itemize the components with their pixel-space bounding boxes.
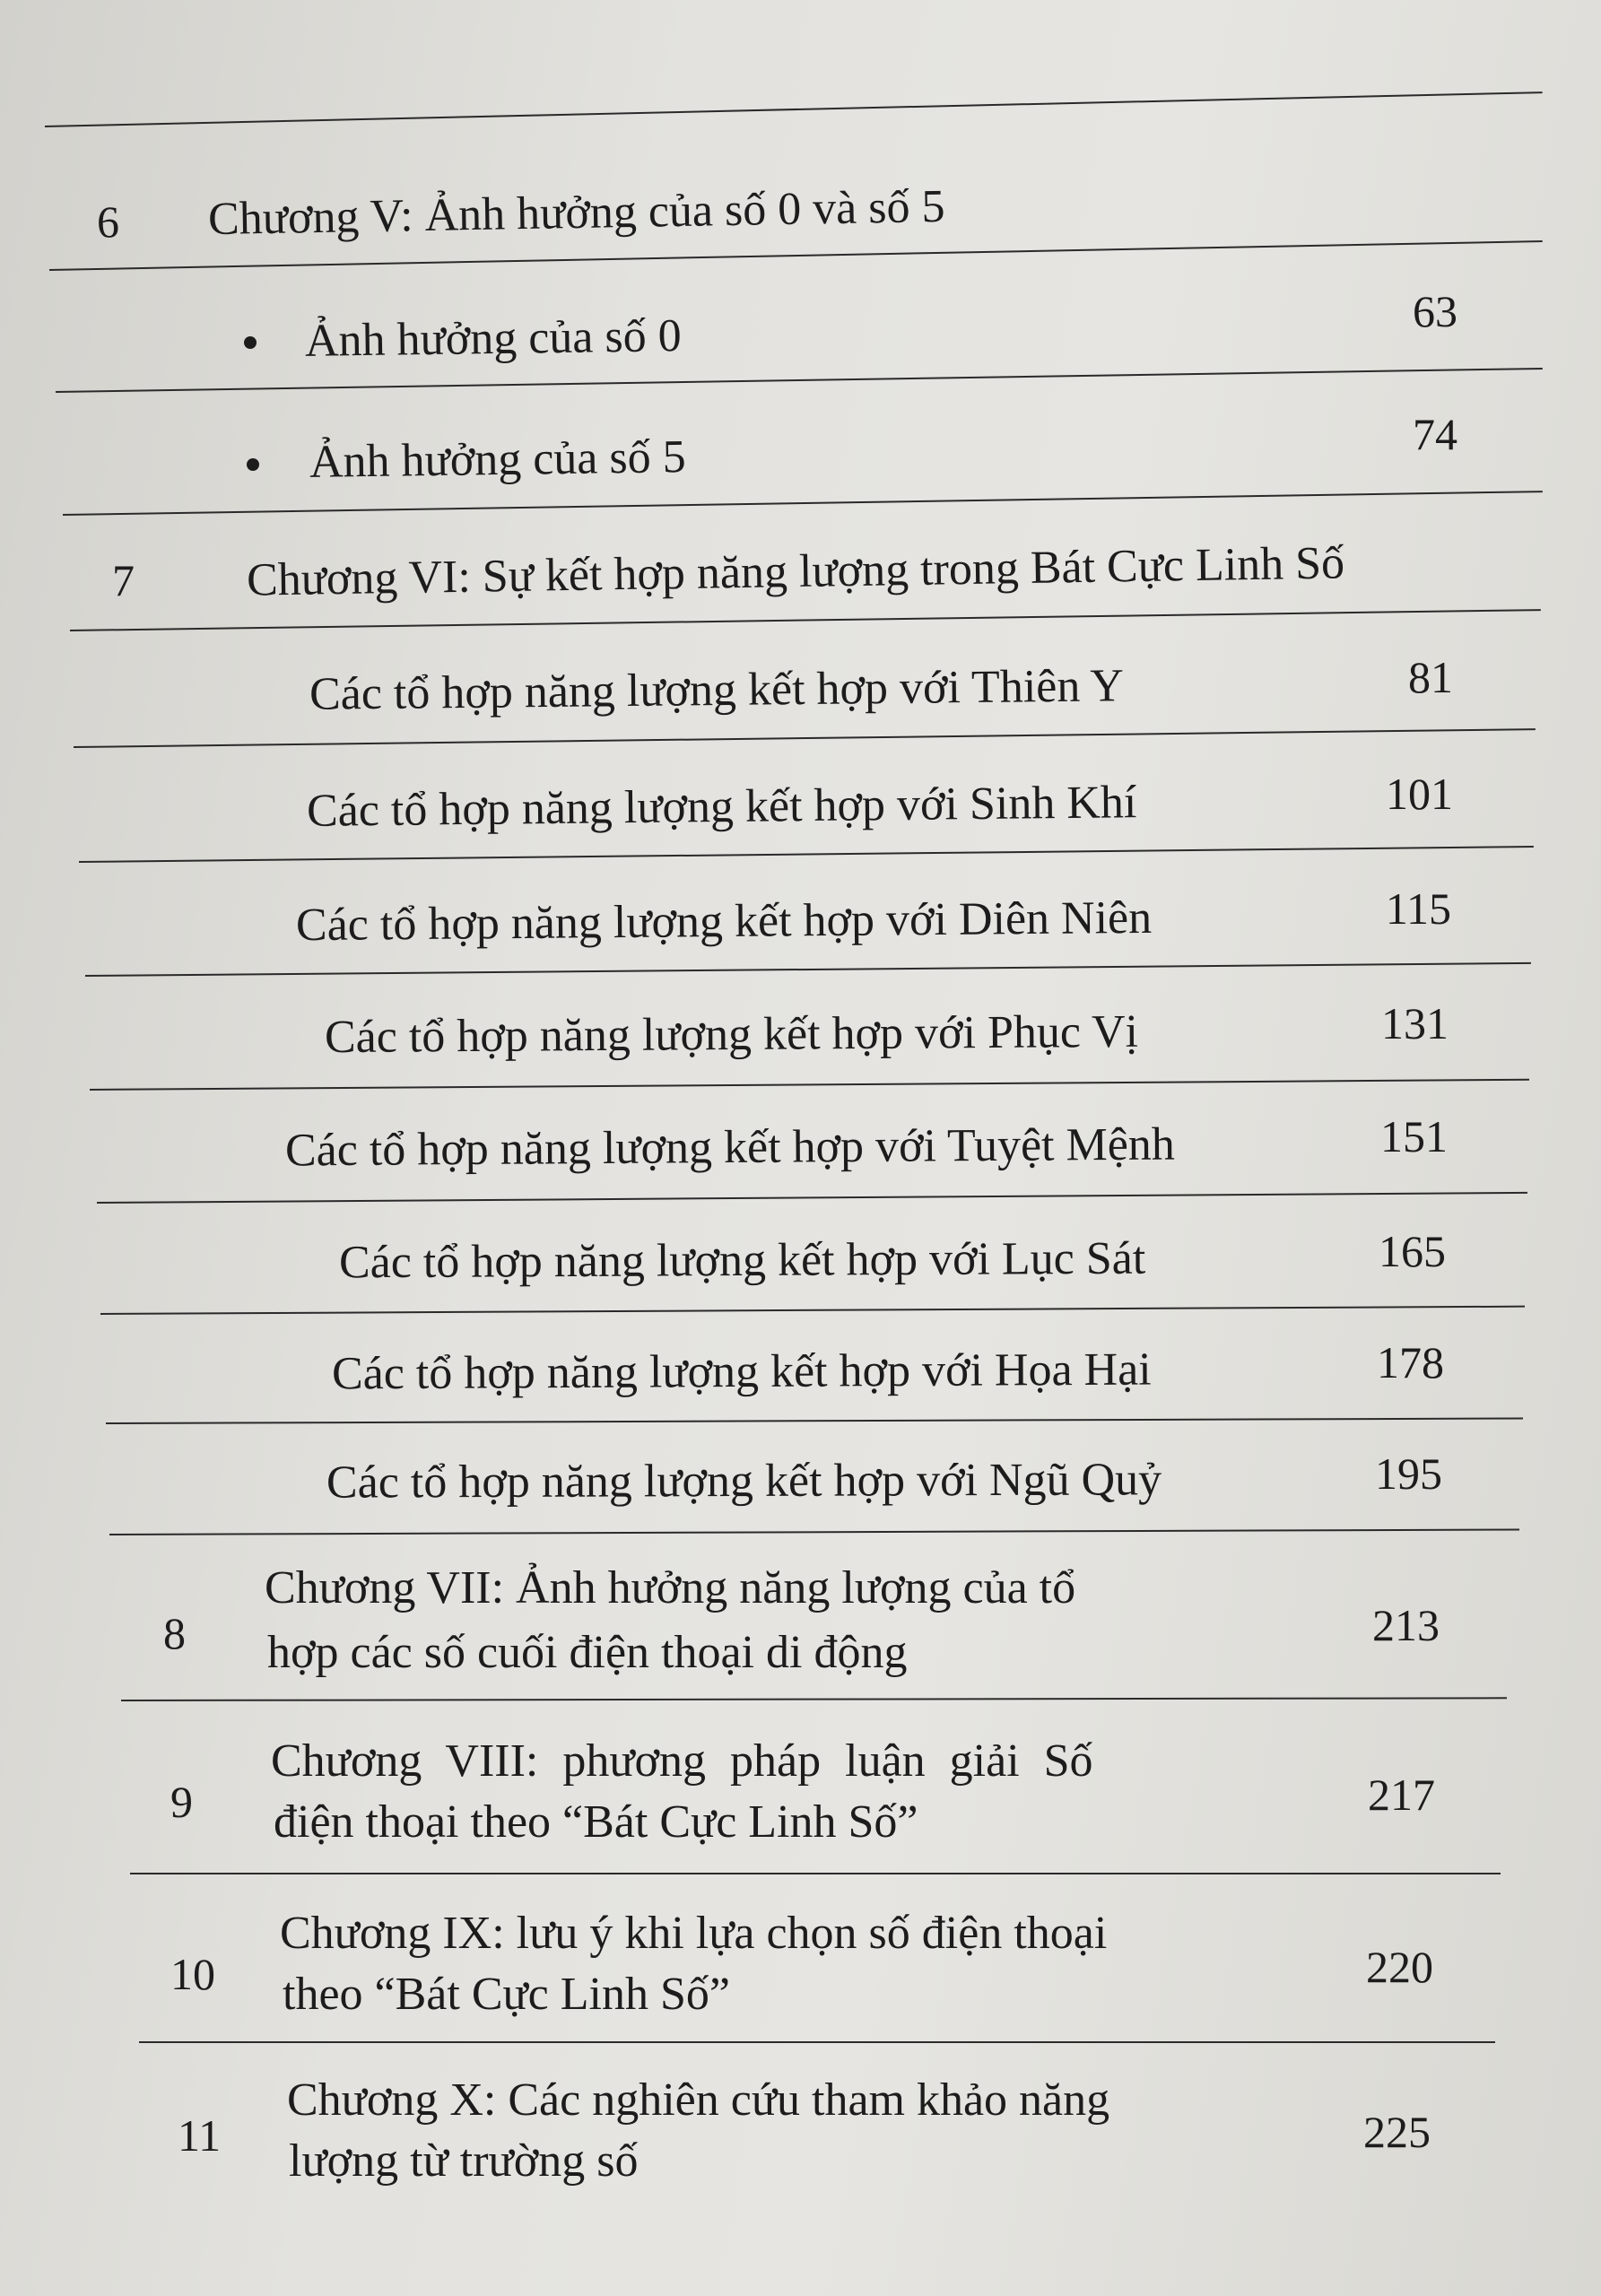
divider xyxy=(45,91,1543,127)
chapter-number: 11 xyxy=(178,2110,222,2161)
chapter-title-line1: Chương VIII: phương pháp luận giải Số xyxy=(271,1735,1093,1787)
chapter-number: 8 xyxy=(163,1608,186,1658)
chapter-number: 9 xyxy=(170,1777,193,1827)
entry-title: Các tổ hợp năng lượng kết hợp với Lục Sát xyxy=(338,1232,1146,1289)
entry-title: Các tổ hợp năng lượng kết hợp với Họa Hại xyxy=(331,1344,1152,1400)
page-number: 74 xyxy=(1413,409,1457,459)
chapter-number: 10 xyxy=(170,1949,215,1999)
page-number: 178 xyxy=(1377,1337,1444,1387)
entry-title: Các tổ hợp năng lượng kết hợp với Thiên Y xyxy=(309,660,1125,720)
entry-title: Ảnh hưởng của số 0 xyxy=(304,310,683,367)
chapter-title-line1: Chương X: Các nghiên cứu tham khảo năng xyxy=(287,2074,1110,2126)
chapter-title-line2: lượng từ trường số xyxy=(289,2135,639,2187)
chapter-title-line2: theo “Bát Cực Linh Số” xyxy=(283,1969,730,2020)
page-number: 217 xyxy=(1368,1770,1435,1820)
chapter-number: 6 xyxy=(97,196,119,247)
chapter-title-line2: hợp các số cuối điện thoại di động xyxy=(267,1627,908,1678)
divider xyxy=(121,1697,1507,1701)
page-number: 220 xyxy=(1366,1942,1433,1992)
page-number: 165 xyxy=(1379,1226,1446,1276)
entry-title: Các tổ hợp năng lượng kết hợp với Diên Niên xyxy=(295,891,1153,952)
chapter-title: Chương V: Ảnh hưởng của số 0 và số 5 xyxy=(207,180,945,246)
page-number: 213 xyxy=(1372,1600,1440,1650)
divider xyxy=(63,491,1543,516)
divider xyxy=(100,1306,1525,1315)
bullet-icon xyxy=(247,458,259,471)
chapter-number: 7 xyxy=(112,555,135,605)
chapter-title-line1: Chương IX: lưu ý khi lựa chọn số điện thoại xyxy=(280,1908,1108,1959)
chapter-title-line2: điện thoại theo “Bát Cực Linh Số” xyxy=(274,1796,918,1848)
entry-title: Các tổ hợp năng lượng kết hợp với Tuyệt Mệnh xyxy=(284,1118,1175,1177)
divider xyxy=(106,1417,1523,1424)
entry-title: Các tổ hợp năng lượng kết hợp với Ngũ Quỷ xyxy=(326,1454,1162,1509)
divider xyxy=(74,728,1536,748)
entry-title: Các tổ hợp năng lượng kết hợp với Sinh Khí xyxy=(306,777,1137,837)
divider xyxy=(79,846,1534,863)
divider xyxy=(139,2041,1495,2043)
page-number: 101 xyxy=(1386,769,1453,819)
page-number: 81 xyxy=(1408,652,1453,702)
entry-title: Các tổ hợp năng lượng kết hợp với Phục Vị xyxy=(324,1005,1139,1064)
divider xyxy=(56,368,1543,393)
page-number: 131 xyxy=(1381,998,1449,1048)
divider xyxy=(109,1529,1519,1535)
divider xyxy=(130,1873,1501,1874)
divider xyxy=(90,1079,1529,1091)
entry-title: Ảnh hưởng của số 5 xyxy=(309,431,687,488)
bullet-icon xyxy=(244,336,257,349)
chapter-title-line1: Chương VII: Ảnh hưởng năng lượng của tổ xyxy=(265,1562,1076,1613)
divider xyxy=(97,1192,1527,1204)
page-number: 151 xyxy=(1380,1111,1448,1161)
page-number: 63 xyxy=(1413,286,1457,336)
page-number: 115 xyxy=(1385,883,1451,934)
divider xyxy=(85,962,1531,977)
page-number: 225 xyxy=(1363,2107,1431,2157)
chapter-title: Chương VI: Sự kết hợp năng lượng trong Bát Cực Linh Số xyxy=(246,537,1345,606)
page-number: 195 xyxy=(1375,1448,1442,1499)
